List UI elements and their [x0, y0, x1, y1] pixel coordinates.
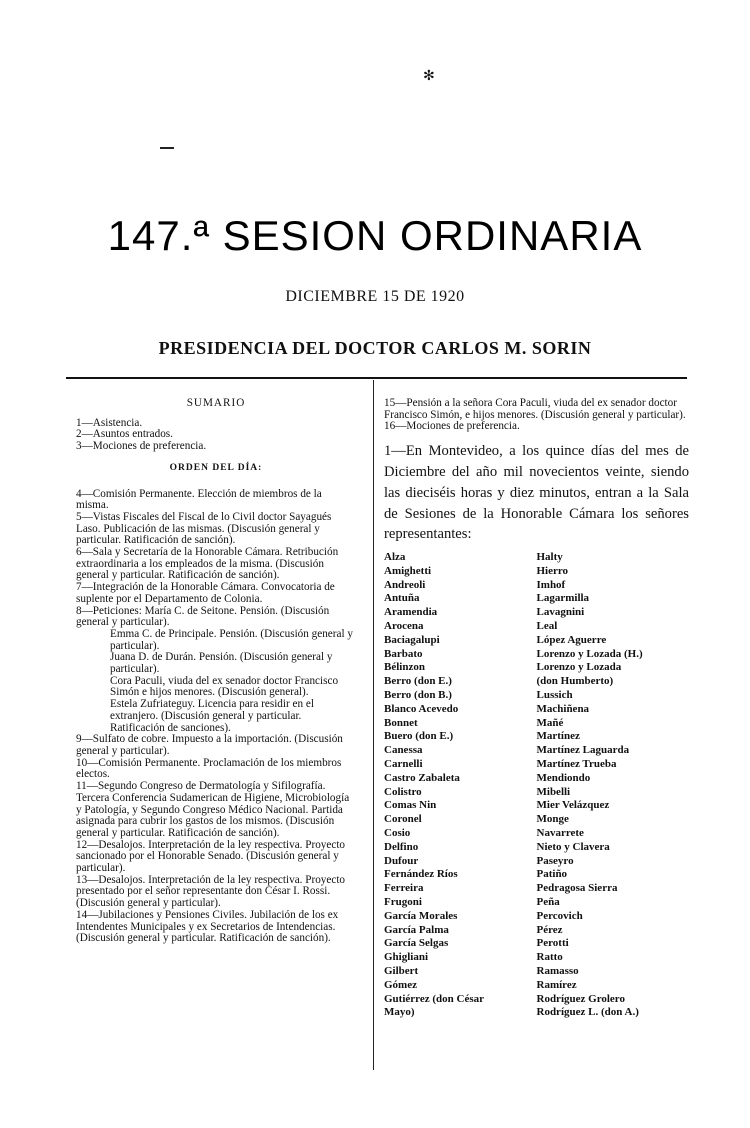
summary-item: 15—Pensión a la señora Cora Paculi, viuda del ex senador doctor Francisco Simón, e hijos menores. (Discusión general y particular). [384, 397, 686, 421]
representative-name: Carnelli [384, 758, 423, 771]
representative-name: Rodríguez Grolero [536, 992, 625, 1005]
representative-name: Canessa [384, 744, 423, 757]
representative-name: Paseyro [536, 854, 574, 867]
representative-name: Baciagalupi [384, 633, 440, 646]
summary-item: 6—Sala y Secretaría de la Honorable Cámara. Retribución extraordinaria a los empleados de la misma. (Discusión general y particular. Ratificación de sanción). [76, 546, 339, 582]
representative-name: Lussich [536, 689, 573, 702]
minutes-column [384, 398, 689, 1020]
summary-subitem: Juana D. de Durán. Pensión. (Discusión general y particular). [110, 651, 333, 676]
representative-name: Buero (don E.) [384, 730, 454, 743]
representatives-right-column [537, 551, 690, 1020]
representative-name: Delfino [384, 840, 419, 853]
summary-item: 11—Segundo Congreso de Dermatología y Sifilografía. Tercera Conferencia Sudamerican de Higiene, Microbiología y Patología, y Segundo Congreso Médico Nacional. Partida asignada para cubrir los gastos de los mismos. (Discusión general y particular. Ratificación de sanción). [76, 780, 350, 839]
representative-name: Mayo) [384, 1006, 415, 1019]
summary-subitem: Emma C. de Principale. Pensión. (Discusión general y particular). [110, 627, 353, 652]
summary-item: 10—Comisión Permanente. Proclamación de los miembros electos. [76, 756, 342, 781]
representative-name: Colistro [384, 785, 422, 798]
representative-name: Nieto y Clavera [536, 840, 610, 853]
representative-name: Ramírez [536, 978, 577, 991]
representative-name: Blanco Acevedo [384, 702, 459, 715]
representative-name: Berro (don E.) [384, 675, 452, 688]
representative-name: Mibelli [536, 785, 571, 798]
representative-name: Lorenzo y Lozada (H.) [536, 647, 643, 660]
opening-paragraph: 1—En Montevideo, a los quince días del mes de Diciembre del año mil novecientos veinte, siendo las dieciséis horas y diez minutos, entran a la Sala de Sesiones de la Honorable Cámara los señores representantes: [384, 443, 689, 543]
agenda-heading: ORDEN DEL DÍA: [169, 462, 263, 473]
representative-name: García Morales [384, 909, 458, 922]
representative-name: Comas Nin [384, 799, 437, 812]
session-title: 147.ª SESION ORDINARIA [107, 212, 643, 259]
representative-name: Machiñena [536, 702, 590, 715]
representative-name: Pedragosa Sierra [536, 882, 618, 895]
representative-name: Lagarmilla [536, 592, 590, 605]
session-date: DICIEMBRE 15 DE 1920 [285, 288, 465, 305]
representative-name: Ratto [536, 951, 563, 964]
representative-name: Berro (don B.) [384, 689, 452, 702]
horizontal-rule [66, 377, 687, 379]
summary-subitem: Estela Zufriateguy. Licencia para residir en el extranjero. (Discusión general y particular. Ratificación de sanciones). [110, 698, 314, 734]
summary-item: 8—Peticiones: María C. de Seitone. Pensión. (Discusión general y particular). [76, 604, 330, 629]
representative-name: Bonnet [384, 716, 418, 729]
representative-name: López Aguerre [536, 633, 607, 646]
representative-name: Ramasso [536, 965, 579, 977]
summary-item: 12—Desalojos. Interpretación de la ley respectiva. Proyecto sancionado por el Honorable Senado. (Discusión general y particular). [76, 838, 346, 875]
summary-heading: SUMARIO [186, 397, 246, 409]
representative-name: Cosio [384, 827, 411, 840]
representative-name: Frugoni [384, 896, 422, 909]
representative-name: Rodríguez L. (don A.) [536, 1006, 639, 1019]
representative-name: Martínez Laguarda [536, 744, 630, 757]
summary-item: 5—Vistas Fiscales del Fiscal de lo Civil doctor Sayagués Laso. Publicación de las mismas. (Discusión general y particular. Ratificación de sanción). [76, 510, 332, 547]
summary-item: 13—Desalojos. Interpretación de la ley respectiva. Proyecto presentado por el señor representante don César I. Rossi. (Discusión general y particular). [76, 873, 346, 910]
representative-name: Imhof [536, 578, 566, 591]
representative-name: Gómez [384, 978, 417, 991]
representative-name: Fernández Ríos [384, 868, 458, 881]
representative-name: Barbato [384, 647, 423, 660]
representative-name: Mañé [536, 716, 564, 729]
summary-item: 16—Mociones de preferencia. [384, 420, 520, 433]
representative-name: Dufour [384, 854, 419, 867]
presidency-line: PRESIDENCIA DEL DOCTOR CARLOS M. SORIN [158, 338, 592, 358]
representative-name: Lorenzo y Lozada [536, 661, 622, 674]
summary-item: 7—Integración de la Honorable Cámara. Convocatoria de suplente por el Departamento de Colonia. [76, 581, 335, 605]
representative-name: Ferreira [384, 882, 424, 895]
ornament-mark: ✻ [423, 69, 435, 84]
summary-subitem: Cora Paculi, viuda del ex senador doctor Francisco Simón e hijos menores. (Discusión general). [110, 674, 339, 699]
representative-name: Amighetti [384, 564, 432, 577]
representative-name: Pérez [536, 923, 563, 936]
representative-name: Halty [536, 551, 563, 564]
representative-name: Mier Velázquez [536, 799, 610, 812]
summary-item: 3—Mociones de preferencia. [76, 440, 207, 453]
representative-name: Mendiondo [536, 771, 591, 784]
representative-name: Monge [536, 813, 569, 826]
representative-name: Peña [536, 896, 560, 909]
summary-item: 1—Asistencia. [76, 416, 143, 429]
column-divider [373, 380, 374, 1070]
representative-name: Antuña [384, 592, 420, 605]
representative-name: Alza [384, 551, 406, 564]
representative-name: Navarrete [536, 827, 584, 840]
representative-name: Coronel [384, 813, 422, 826]
representative-name: Gutiérrez (don César [384, 992, 484, 1005]
representatives-left-column [384, 551, 537, 1020]
representative-name: García Palma [384, 923, 449, 936]
representative-name: Castro Zabaleta [384, 771, 460, 784]
summary-item: 14—Jubilaciones y Pensiones Civiles. Jubilación de los ex Intendentes Municipales y ex Secretarios de Intendencias. (Discusión general y particular. Ratificación de sanción). [76, 908, 339, 945]
representative-name: Aramendia [384, 606, 438, 619]
representatives-list [384, 551, 689, 1020]
summary-item: 2—Asuntos entrados. [76, 428, 173, 441]
representative-name: Lavagnini [536, 606, 585, 619]
representative-name: Percovich [536, 909, 583, 922]
representative-name: Martínez Trueba [536, 758, 617, 771]
summary-column [76, 398, 356, 945]
representative-name: Perotti [536, 937, 569, 950]
dash-mark [160, 147, 174, 149]
representative-name: García Selgas [384, 937, 449, 950]
summary-item: 4—Comisión Permanente. Elección de miembros de la misma. [76, 487, 322, 512]
representative-name: Leal [536, 620, 558, 633]
representative-name: Arocena [384, 620, 424, 633]
representative-name: (don Humberto) [536, 675, 614, 688]
representative-name: Hierro [536, 564, 569, 577]
representative-name: Bélinzon [384, 661, 425, 674]
summary-item: 9—Sulfato de cobre. Impuesto a la importación. (Discusión general y particular). [76, 733, 343, 757]
representative-name: Ghigliani [384, 951, 429, 964]
representative-name: Martínez [536, 730, 580, 743]
representative-name: Gilbert [384, 965, 419, 977]
representative-name: Patiño [536, 868, 568, 881]
representative-name: Andreoli [384, 578, 426, 591]
